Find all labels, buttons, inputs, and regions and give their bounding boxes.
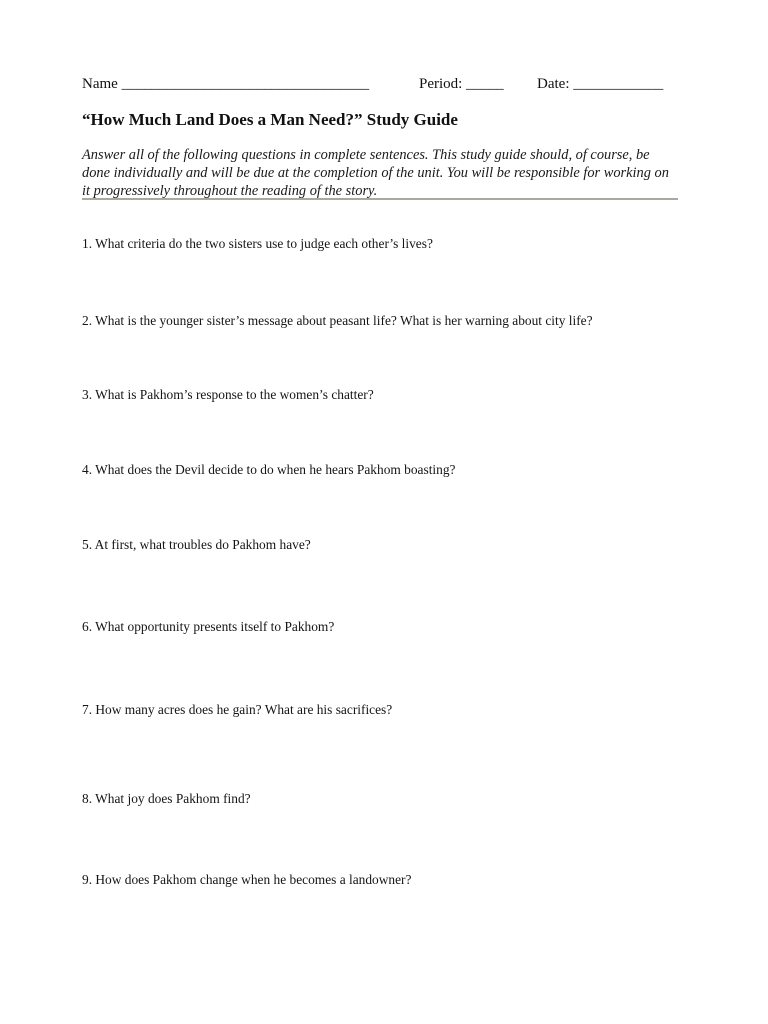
instructions-text: Answer all of the following questions in complete sentences. This study guide should, of course, be done individually and will be due at the completion of the unit. You will be responsible for working on it progressively throughout the reading of the story. (82, 147, 669, 199)
question-6: 6. What opportunity presents itself to Pakhom? (82, 619, 335, 634)
question-7: 7. How many acres does he gain? What are his sacrifices? (82, 702, 393, 717)
name-field: Name _________________________________ (82, 76, 370, 92)
question-1: 1. What criteria do the two sisters use to judge each other’s lives? (82, 236, 433, 251)
date-field: Date: ____________ (537, 76, 664, 92)
question-4: 4. What does the Devil decide to do when he hears Pakhom boasting? (82, 462, 456, 477)
question-2: 2. What is the younger sister’s message about peasant life? What is her warning about city life? (82, 313, 593, 328)
question-3: 3. What is Pakhom’s response to the women’s chatter? (82, 387, 374, 402)
period-field: Period: _____ (419, 76, 504, 92)
divider-rule (82, 198, 678, 200)
document-title: “How Much Land Does a Man Need?” Study Guide (82, 110, 458, 129)
question-5: 5. At first, what troubles do Pakhom have? (82, 537, 311, 552)
question-9: 9. How does Pakhom change when he becomes a landowner? (82, 872, 412, 887)
question-8: 8. What joy does Pakhom find? (82, 791, 251, 806)
